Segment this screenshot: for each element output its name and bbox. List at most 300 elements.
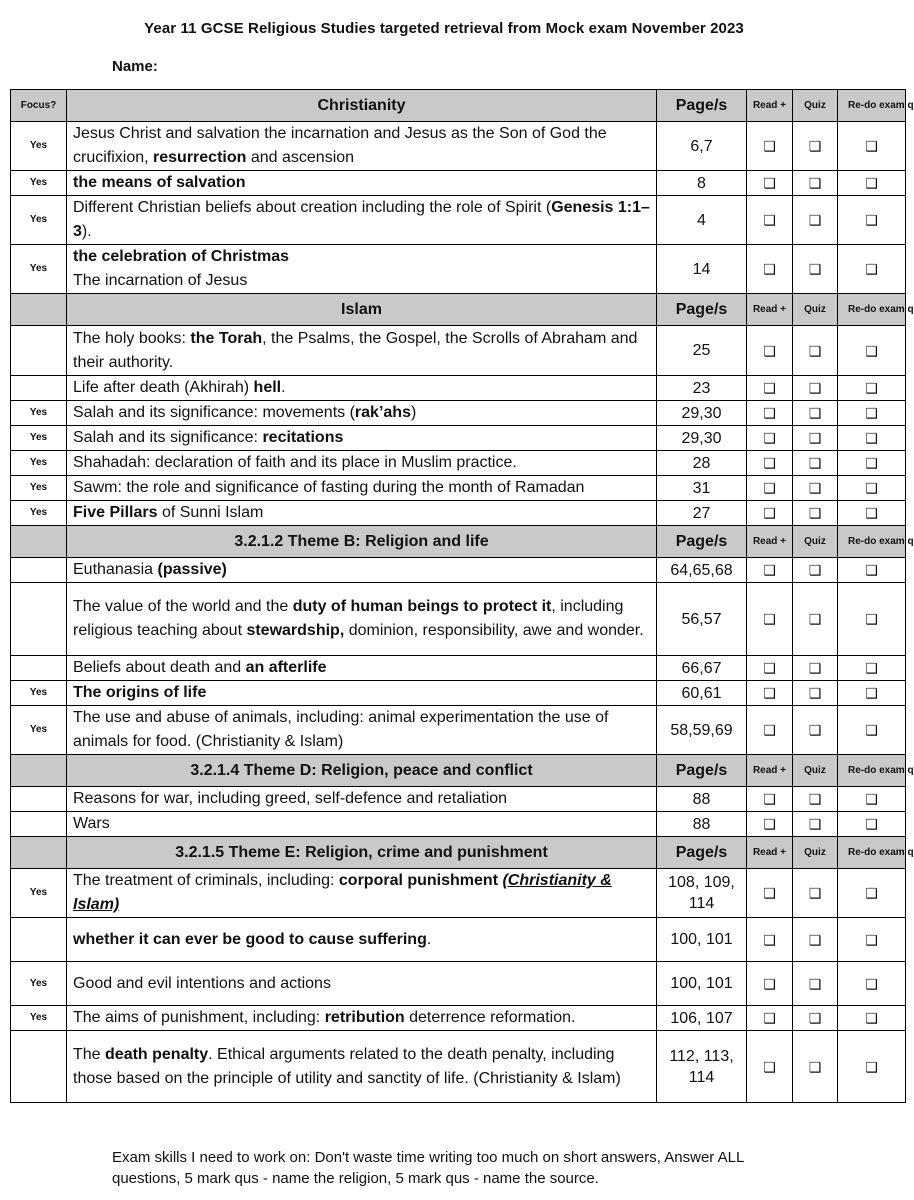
page-header: Page/s bbox=[657, 90, 747, 122]
read-checkbox-cell bbox=[747, 401, 793, 426]
read-checkbox[interactable]: ❑ bbox=[763, 685, 776, 701]
read-header: Read + bbox=[747, 90, 793, 122]
description-text: ) bbox=[410, 404, 417, 421]
read-checkbox-cell bbox=[747, 501, 793, 526]
topic-description bbox=[67, 245, 657, 294]
table-row bbox=[11, 1006, 906, 1031]
page-numbers: 23 bbox=[657, 376, 747, 401]
quiz-header: Quiz bbox=[793, 294, 838, 326]
section-header-row bbox=[11, 526, 906, 558]
topic-description bbox=[67, 501, 657, 526]
redo-checkbox[interactable]: ❑ bbox=[865, 212, 878, 228]
quiz-checkbox[interactable]: ❑ bbox=[808, 430, 822, 446]
read-header: Read + bbox=[747, 837, 793, 869]
page-numbers: 108, 109, 114 bbox=[657, 869, 747, 918]
quiz-header: Quiz bbox=[793, 90, 838, 122]
redo-checkbox-cell bbox=[838, 501, 906, 526]
page-numbers: 29,30 bbox=[657, 401, 747, 426]
read-checkbox-cell bbox=[747, 451, 793, 476]
page-numbers: 88 bbox=[657, 812, 747, 837]
description-text: Reasons for war, including greed, self-defence and retaliation bbox=[73, 790, 508, 807]
quiz-checkbox[interactable]: ❑ bbox=[808, 405, 822, 421]
quiz-checkbox[interactable]: ❑ bbox=[808, 138, 822, 154]
quiz-checkbox-cell bbox=[793, 122, 838, 171]
table-row bbox=[11, 171, 906, 196]
read-checkbox[interactable]: ❑ bbox=[763, 1058, 776, 1075]
focus-header bbox=[11, 526, 67, 558]
redo-checkbox-cell bbox=[838, 812, 906, 837]
redo-checkbox-cell bbox=[838, 583, 906, 656]
table-row bbox=[11, 476, 906, 501]
topic-description bbox=[67, 476, 657, 501]
focus-cell bbox=[11, 583, 67, 656]
quiz-checkbox-cell bbox=[793, 1031, 838, 1103]
quiz-checkbox[interactable]: ❑ bbox=[808, 791, 822, 807]
description-text: rak’ahs bbox=[354, 404, 411, 421]
description-text: recitations bbox=[262, 429, 344, 446]
read-checkbox[interactable]: ❑ bbox=[763, 931, 776, 948]
topic-description bbox=[67, 681, 657, 706]
quiz-checkbox-cell bbox=[793, 918, 838, 962]
description-text: Jesus Christ and salvation the incarnation and Jesus as the Son of God the crucifixion, bbox=[73, 125, 607, 166]
redo-checkbox-cell bbox=[838, 196, 906, 245]
topic-description bbox=[67, 812, 657, 837]
description-text: resurrection bbox=[153, 149, 247, 166]
topic-description bbox=[67, 196, 657, 245]
read-checkbox-cell bbox=[747, 122, 793, 171]
focus-cell: Yes bbox=[11, 401, 67, 426]
focus-cell: Yes bbox=[11, 451, 67, 476]
description-text: The origins of life bbox=[73, 684, 207, 701]
table-row bbox=[11, 681, 906, 706]
quiz-header: Quiz bbox=[793, 755, 838, 787]
description-text: duty of human beings to protect it bbox=[292, 598, 552, 615]
table-row bbox=[11, 706, 906, 755]
redo-checkbox[interactable]: ❑ bbox=[865, 342, 878, 359]
topic-description bbox=[67, 122, 657, 171]
description-text: The incarnation of Jesus bbox=[73, 272, 248, 289]
quiz-checkbox-cell bbox=[793, 583, 838, 656]
page-numbers: 4 bbox=[657, 196, 747, 245]
read-checkbox[interactable]: ❑ bbox=[763, 261, 776, 277]
focus-cell: Yes bbox=[11, 706, 67, 755]
description-text: Life after death (Akhirah) bbox=[73, 379, 254, 396]
table-row bbox=[11, 196, 906, 245]
quiz-checkbox-cell bbox=[793, 558, 838, 583]
read-checkbox-cell bbox=[747, 171, 793, 196]
focus-cell bbox=[11, 326, 67, 376]
page-header: Page/s bbox=[657, 294, 747, 326]
quiz-checkbox[interactable]: ❑ bbox=[808, 455, 822, 471]
page-numbers: 100, 101 bbox=[657, 918, 747, 962]
redo-header: Re-do exam q bbox=[838, 755, 906, 787]
page-numbers: 14 bbox=[657, 245, 747, 294]
redo-checkbox-cell bbox=[838, 962, 906, 1006]
section-header-row bbox=[11, 837, 906, 869]
redo-checkbox[interactable]: ❑ bbox=[865, 791, 878, 807]
quiz-checkbox[interactable]: ❑ bbox=[808, 816, 822, 832]
focus-cell: Yes bbox=[11, 476, 67, 501]
description-text: (passive) bbox=[157, 561, 227, 578]
description-text: ). bbox=[81, 223, 92, 240]
description-text: the Torah bbox=[190, 329, 263, 347]
read-checkbox-cell bbox=[747, 869, 793, 918]
topic-description bbox=[67, 583, 657, 656]
focus-cell: Yes bbox=[11, 962, 67, 1006]
description-text: death penalty bbox=[105, 1045, 209, 1063]
description-text: the means of salvation bbox=[73, 174, 246, 191]
redo-checkbox[interactable]: ❑ bbox=[865, 722, 878, 738]
read-checkbox[interactable]: ❑ bbox=[763, 722, 776, 738]
read-checkbox-cell bbox=[747, 812, 793, 837]
read-checkbox-cell bbox=[747, 787, 793, 812]
page-numbers: 88 bbox=[657, 787, 747, 812]
table-row bbox=[11, 401, 906, 426]
redo-checkbox[interactable]: ❑ bbox=[865, 505, 878, 521]
topic-description bbox=[67, 376, 657, 401]
page-numbers: 64,65,68 bbox=[657, 558, 747, 583]
section-title: Islam bbox=[67, 294, 657, 326]
description-text: The bbox=[73, 1045, 106, 1063]
redo-header: Re-do exam q bbox=[838, 526, 906, 558]
page-numbers: 56,57 bbox=[657, 583, 747, 656]
table-row bbox=[11, 245, 906, 294]
quiz-checkbox[interactable]: ❑ bbox=[808, 380, 822, 396]
description-text: The holy books: bbox=[73, 329, 191, 347]
section-header-row bbox=[11, 294, 906, 326]
quiz-checkbox[interactable]: ❑ bbox=[808, 722, 822, 738]
focus-cell: Yes bbox=[11, 426, 67, 451]
description-text: an afterlife bbox=[245, 659, 327, 676]
quiz-checkbox-cell bbox=[793, 245, 838, 294]
read-checkbox-cell bbox=[747, 376, 793, 401]
quiz-checkbox-cell bbox=[793, 376, 838, 401]
focus-cell bbox=[11, 787, 67, 812]
table-row bbox=[11, 869, 906, 918]
topic-description bbox=[67, 1006, 657, 1031]
redo-checkbox-cell bbox=[838, 451, 906, 476]
description-text: Genesis 1:1–3 bbox=[73, 199, 650, 240]
page-numbers: 60,61 bbox=[657, 681, 747, 706]
section-title: 3.2.1.2 Theme B: Religion and life bbox=[67, 526, 657, 558]
read-header: Read + bbox=[747, 526, 793, 558]
topic-description bbox=[67, 451, 657, 476]
redo-checkbox[interactable]: ❑ bbox=[865, 430, 878, 446]
read-checkbox[interactable]: ❑ bbox=[763, 342, 776, 359]
description-text: whether it can ever be good to cause suffering bbox=[73, 930, 427, 948]
read-checkbox[interactable]: ❑ bbox=[763, 660, 776, 676]
redo-checkbox[interactable]: ❑ bbox=[865, 1010, 878, 1026]
redo-checkbox-cell bbox=[838, 787, 906, 812]
read-checkbox[interactable]: ❑ bbox=[763, 380, 776, 396]
topic-description bbox=[67, 171, 657, 196]
focus-header bbox=[11, 294, 67, 326]
read-checkbox-cell bbox=[747, 1006, 793, 1031]
redo-checkbox-cell bbox=[838, 426, 906, 451]
read-checkbox[interactable]: ❑ bbox=[763, 138, 776, 154]
topic-description bbox=[67, 401, 657, 426]
redo-checkbox-cell bbox=[838, 376, 906, 401]
read-checkbox[interactable]: ❑ bbox=[763, 505, 776, 521]
quiz-checkbox-cell bbox=[793, 501, 838, 526]
topic-description bbox=[67, 558, 657, 583]
redo-checkbox[interactable]: ❑ bbox=[865, 380, 878, 396]
page-numbers: 29,30 bbox=[657, 426, 747, 451]
table-row bbox=[11, 558, 906, 583]
read-checkbox-cell bbox=[747, 583, 793, 656]
quiz-checkbox[interactable]: ❑ bbox=[808, 1010, 822, 1026]
quiz-checkbox-cell bbox=[793, 787, 838, 812]
description-text: the celebration of Christmas bbox=[73, 248, 290, 265]
quiz-checkbox[interactable]: ❑ bbox=[808, 1058, 822, 1075]
description-text: stewardship, bbox=[246, 622, 345, 639]
description-text: deterrence reformation. bbox=[404, 1009, 576, 1026]
quiz-checkbox-cell bbox=[793, 426, 838, 451]
quiz-checkbox-cell bbox=[793, 171, 838, 196]
section-title: 3.2.1.4 Theme D: Religion, peace and conflict bbox=[67, 755, 657, 787]
redo-checkbox[interactable]: ❑ bbox=[865, 660, 878, 676]
quiz-checkbox[interactable]: ❑ bbox=[808, 611, 822, 627]
table-row bbox=[11, 451, 906, 476]
redo-checkbox-cell bbox=[838, 171, 906, 196]
quiz-checkbox-cell bbox=[793, 196, 838, 245]
read-checkbox[interactable]: ❑ bbox=[763, 611, 776, 627]
redo-checkbox-cell bbox=[838, 1006, 906, 1031]
quiz-checkbox[interactable]: ❑ bbox=[808, 175, 822, 191]
topic-description bbox=[67, 1031, 657, 1103]
quiz-checkbox-cell bbox=[793, 706, 838, 755]
read-checkbox[interactable]: ❑ bbox=[763, 405, 776, 421]
read-checkbox[interactable]: ❑ bbox=[763, 480, 776, 496]
redo-checkbox[interactable]: ❑ bbox=[865, 816, 878, 832]
page-numbers: 25 bbox=[657, 326, 747, 376]
description-text: . bbox=[426, 930, 432, 948]
read-checkbox[interactable]: ❑ bbox=[763, 212, 776, 228]
description-text: The aims of punishment, including: bbox=[73, 1009, 325, 1026]
read-checkbox[interactable]: ❑ bbox=[763, 430, 776, 446]
read-checkbox[interactable]: ❑ bbox=[763, 975, 776, 992]
quiz-checkbox[interactable]: ❑ bbox=[808, 480, 822, 496]
quiz-checkbox[interactable]: ❑ bbox=[808, 975, 822, 992]
quiz-checkbox-cell bbox=[793, 451, 838, 476]
redo-checkbox[interactable]: ❑ bbox=[865, 138, 878, 154]
focus-header bbox=[11, 837, 67, 869]
page-numbers: 100, 101 bbox=[657, 962, 747, 1006]
read-checkbox-cell bbox=[747, 918, 793, 962]
read-checkbox-cell bbox=[747, 245, 793, 294]
page-numbers: 112, 113, 114 bbox=[657, 1031, 747, 1103]
redo-checkbox[interactable]: ❑ bbox=[865, 261, 878, 277]
quiz-checkbox[interactable]: ❑ bbox=[808, 685, 822, 701]
redo-checkbox[interactable]: ❑ bbox=[865, 405, 878, 421]
description-text: Euthanasia bbox=[73, 561, 158, 578]
table-row bbox=[11, 501, 906, 526]
page-header: Page/s bbox=[657, 526, 747, 558]
description-text: (Christianity & Islam) bbox=[73, 872, 612, 913]
redo-checkbox-cell bbox=[838, 681, 906, 706]
focus-cell: Yes bbox=[11, 196, 67, 245]
section-header-row bbox=[11, 90, 906, 122]
topic-description bbox=[67, 787, 657, 812]
quiz-checkbox-cell bbox=[793, 401, 838, 426]
focus-cell bbox=[11, 1031, 67, 1103]
table-row bbox=[11, 812, 906, 837]
focus-cell: Yes bbox=[11, 1006, 67, 1031]
read-checkbox-cell bbox=[747, 426, 793, 451]
description-text: Shahadah: declaration of faith and its place in Muslim practice. bbox=[73, 454, 517, 471]
redo-header: Re-do exam q bbox=[838, 837, 906, 869]
topic-description bbox=[67, 706, 657, 755]
read-checkbox[interactable]: ❑ bbox=[763, 885, 776, 901]
description-text: Five Pillars bbox=[73, 504, 158, 521]
table-row bbox=[11, 426, 906, 451]
redo-checkbox-cell bbox=[838, 245, 906, 294]
focus-cell: Yes bbox=[11, 681, 67, 706]
quiz-checkbox[interactable]: ❑ bbox=[808, 505, 822, 521]
description-text: Salah and its significance: bbox=[73, 429, 263, 446]
page-numbers: 31 bbox=[657, 476, 747, 501]
redo-checkbox[interactable]: ❑ bbox=[865, 885, 878, 901]
quiz-header: Quiz bbox=[793, 526, 838, 558]
redo-checkbox-cell bbox=[838, 656, 906, 681]
table-row bbox=[11, 122, 906, 171]
table-row bbox=[11, 918, 906, 962]
focus-cell: Yes bbox=[11, 171, 67, 196]
table-row bbox=[11, 583, 906, 656]
description-text: Wars bbox=[73, 815, 110, 832]
topic-description bbox=[67, 962, 657, 1006]
redo-checkbox-cell bbox=[838, 706, 906, 755]
exam-skills-note: Exam skills I need to work on: Don't waste time writing too much on short answers, Answer ALL questions, 5 mark qus - name the religion, 5 mark qus - name the source. bbox=[112, 1149, 744, 1187]
focus-cell: Yes bbox=[11, 869, 67, 918]
quiz-checkbox-cell bbox=[793, 326, 838, 376]
quiz-checkbox[interactable]: ❑ bbox=[808, 342, 822, 359]
read-checkbox-cell bbox=[747, 476, 793, 501]
topic-description bbox=[67, 918, 657, 962]
quiz-checkbox[interactable]: ❑ bbox=[808, 885, 822, 901]
quiz-checkbox-cell bbox=[793, 962, 838, 1006]
topic-description bbox=[67, 656, 657, 681]
description-text: The use and abuse of animals, including: animal experimentation the use of animals for food. (Christianity & Islam) bbox=[73, 709, 609, 750]
focus-cell bbox=[11, 918, 67, 962]
redo-checkbox-cell bbox=[838, 1031, 906, 1103]
description-text: Sawm: the role and significance of fasting during the month of Ramadan bbox=[73, 479, 585, 496]
focus-cell: Yes bbox=[11, 122, 67, 171]
page-numbers: 66,67 bbox=[657, 656, 747, 681]
focus-cell: Yes bbox=[11, 245, 67, 294]
read-header: Read + bbox=[747, 294, 793, 326]
description-text: . bbox=[281, 379, 286, 396]
redo-checkbox-cell bbox=[838, 401, 906, 426]
redo-checkbox[interactable]: ❑ bbox=[865, 455, 878, 471]
description-text: Different Christian beliefs about creation including the role of Spirit ( bbox=[73, 199, 552, 216]
redo-checkbox-cell bbox=[838, 476, 906, 501]
topic-description bbox=[67, 426, 657, 451]
redo-checkbox-cell bbox=[838, 869, 906, 918]
read-header: Read + bbox=[747, 755, 793, 787]
read-checkbox[interactable]: ❑ bbox=[763, 562, 776, 578]
read-checkbox-cell bbox=[747, 196, 793, 245]
table-row bbox=[11, 1031, 906, 1103]
table-row bbox=[11, 326, 906, 376]
focus-cell bbox=[11, 656, 67, 681]
page-title: Year 11 GCSE Religious Studies targeted retrieval from Mock exam November 2023 bbox=[144, 20, 744, 37]
quiz-checkbox[interactable]: ❑ bbox=[808, 931, 822, 948]
description-text: Good and evil intentions and actions bbox=[73, 974, 331, 992]
page-numbers: 58,59,69 bbox=[657, 706, 747, 755]
redo-checkbox[interactable]: ❑ bbox=[865, 931, 878, 948]
description-text: corporal punishment bbox=[338, 872, 499, 889]
focus-cell: Yes bbox=[11, 501, 67, 526]
read-checkbox[interactable]: ❑ bbox=[763, 816, 776, 832]
table-row bbox=[11, 376, 906, 401]
page-header: Page/s bbox=[657, 755, 747, 787]
focus-cell bbox=[11, 812, 67, 837]
read-checkbox[interactable]: ❑ bbox=[763, 175, 776, 191]
read-checkbox[interactable]: ❑ bbox=[763, 791, 776, 807]
section-title: Christianity bbox=[67, 90, 657, 122]
quiz-checkbox-cell bbox=[793, 476, 838, 501]
description-text: Beliefs about death and bbox=[73, 659, 246, 676]
topic-description bbox=[67, 869, 657, 918]
description-text: and ascension bbox=[246, 149, 355, 166]
read-checkbox[interactable]: ❑ bbox=[763, 1010, 776, 1026]
redo-checkbox[interactable]: ❑ bbox=[865, 175, 878, 191]
read-checkbox-cell bbox=[747, 1031, 793, 1103]
redo-checkbox[interactable]: ❑ bbox=[865, 480, 878, 496]
quiz-checkbox-cell bbox=[793, 1006, 838, 1031]
quiz-checkbox[interactable]: ❑ bbox=[808, 261, 822, 277]
description-text: . Ethical arguments related to the death penalty, including those based on the principle of utility and sanctity of life. (Christianity & Islam) bbox=[73, 1045, 621, 1087]
focus-header: Focus? bbox=[11, 90, 67, 122]
topic-description bbox=[67, 326, 657, 376]
quiz-checkbox[interactable]: ❑ bbox=[808, 212, 822, 228]
redo-checkbox[interactable]: ❑ bbox=[865, 1058, 878, 1075]
focus-cell bbox=[11, 376, 67, 401]
quiz-checkbox-cell bbox=[793, 812, 838, 837]
description-text: of Sunni Islam bbox=[157, 504, 264, 521]
redo-checkbox[interactable]: ❑ bbox=[865, 562, 878, 578]
read-checkbox-cell bbox=[747, 656, 793, 681]
quiz-checkbox[interactable]: ❑ bbox=[808, 562, 822, 578]
page-numbers: 27 bbox=[657, 501, 747, 526]
redo-checkbox[interactable]: ❑ bbox=[865, 611, 878, 627]
page-numbers: 106, 107 bbox=[657, 1006, 747, 1031]
redo-checkbox[interactable]: ❑ bbox=[865, 685, 878, 701]
read-checkbox-cell bbox=[747, 962, 793, 1006]
quiz-checkbox[interactable]: ❑ bbox=[808, 660, 822, 676]
section-title: 3.2.1.5 Theme E: Religion, crime and punishment bbox=[67, 837, 657, 869]
redo-checkbox[interactable]: ❑ bbox=[865, 975, 878, 992]
read-checkbox[interactable]: ❑ bbox=[763, 455, 776, 471]
description-text: , the Psalms, the Gospel, the Scrolls of Abraham and their authority. bbox=[73, 329, 638, 371]
description-text: Salah and its significance: movements ( bbox=[73, 404, 355, 421]
description-text: retribution bbox=[324, 1009, 405, 1026]
description-text: The value of the world and the bbox=[73, 598, 293, 615]
read-checkbox-cell bbox=[747, 558, 793, 583]
read-checkbox-cell bbox=[747, 706, 793, 755]
retrieval-table bbox=[10, 89, 914, 1103]
quiz-checkbox-cell bbox=[793, 869, 838, 918]
page-header: Page/s bbox=[657, 837, 747, 869]
page-numbers: 6,7 bbox=[657, 122, 747, 171]
read-checkbox-cell bbox=[747, 326, 793, 376]
redo-header: Re-do exam q bbox=[838, 294, 906, 326]
quiz-checkbox-cell bbox=[793, 656, 838, 681]
redo-checkbox-cell bbox=[838, 918, 906, 962]
section-header-row bbox=[11, 755, 906, 787]
name-label: Name: bbox=[112, 58, 158, 75]
